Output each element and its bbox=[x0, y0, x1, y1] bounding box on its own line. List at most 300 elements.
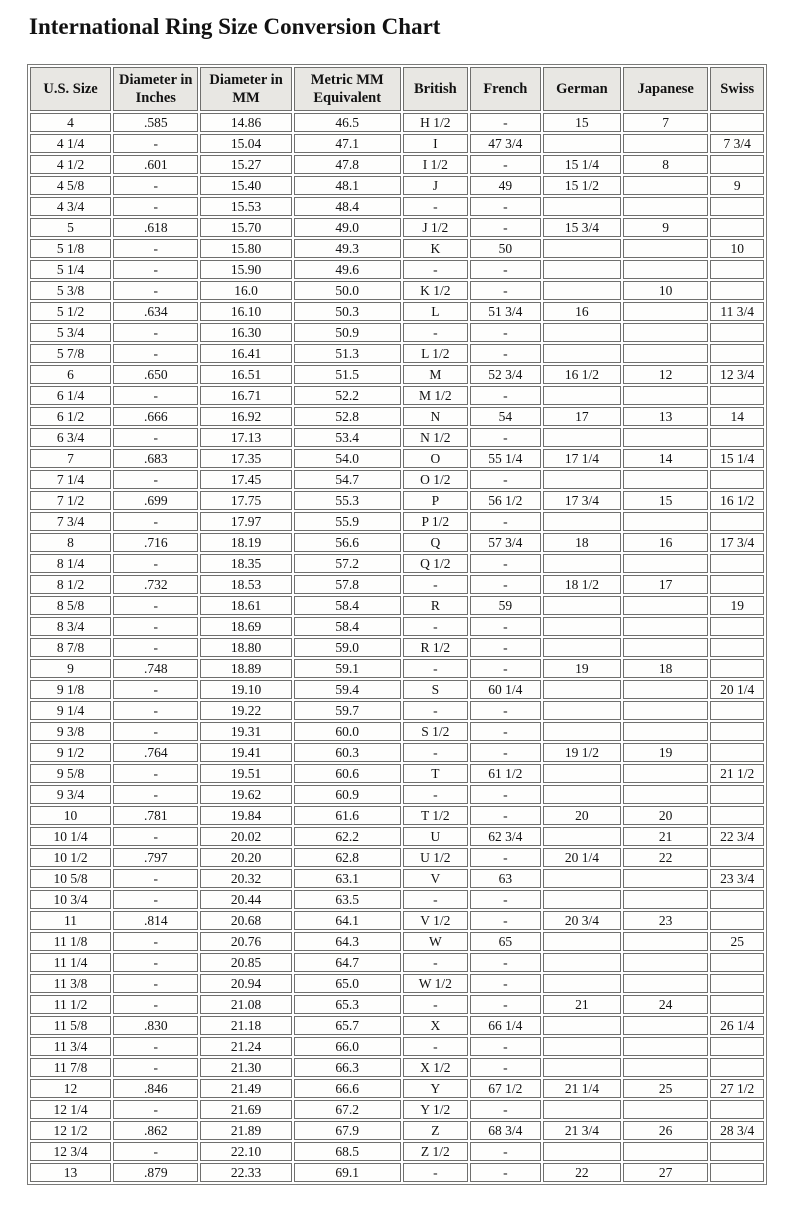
cell: 52.8 bbox=[294, 407, 401, 426]
table-row bbox=[30, 596, 764, 615]
table-row bbox=[30, 176, 764, 195]
cell: - bbox=[113, 827, 198, 846]
cell: 66.3 bbox=[294, 1058, 401, 1077]
cell: 63 bbox=[470, 869, 541, 888]
cell: 7 bbox=[30, 449, 111, 468]
cell: 67.2 bbox=[294, 1100, 401, 1119]
cell bbox=[543, 1058, 621, 1077]
cell: 64.1 bbox=[294, 911, 401, 930]
cell bbox=[623, 344, 708, 363]
cell: 19 bbox=[543, 659, 621, 678]
column-header: Diameter in Inches bbox=[113, 67, 198, 111]
ring-size-conversion-table bbox=[27, 64, 767, 1185]
cell bbox=[710, 743, 764, 762]
cell: .862 bbox=[113, 1121, 198, 1140]
cell: 15 3/4 bbox=[543, 218, 621, 237]
table-row bbox=[30, 260, 764, 279]
cell bbox=[623, 701, 708, 720]
cell: 21 bbox=[623, 827, 708, 846]
table-row bbox=[30, 134, 764, 153]
cell: .618 bbox=[113, 218, 198, 237]
cell: 20.20 bbox=[200, 848, 291, 867]
cell: 59.0 bbox=[294, 638, 401, 657]
cell: 15 bbox=[623, 491, 708, 510]
cell: 8 5/8 bbox=[30, 596, 111, 615]
cell bbox=[710, 1058, 764, 1077]
cell: - bbox=[113, 617, 198, 636]
cell bbox=[623, 617, 708, 636]
cell: .634 bbox=[113, 302, 198, 321]
cell: 50.0 bbox=[294, 281, 401, 300]
cell bbox=[543, 386, 621, 405]
cell: 60 1/4 bbox=[470, 680, 541, 699]
cell: 8 bbox=[623, 155, 708, 174]
cell: W bbox=[403, 932, 468, 951]
cell: 60.6 bbox=[294, 764, 401, 783]
cell: X 1/2 bbox=[403, 1058, 468, 1077]
cell: 6 3/4 bbox=[30, 428, 111, 447]
cell: 14.86 bbox=[200, 113, 291, 132]
cell bbox=[543, 134, 621, 153]
cell bbox=[710, 806, 764, 825]
cell: .732 bbox=[113, 575, 198, 594]
cell: 18.19 bbox=[200, 533, 291, 552]
cell bbox=[543, 680, 621, 699]
cell: 51.3 bbox=[294, 344, 401, 363]
cell: V bbox=[403, 869, 468, 888]
cell bbox=[543, 953, 621, 972]
cell bbox=[623, 260, 708, 279]
cell bbox=[543, 638, 621, 657]
cell: L 1/2 bbox=[403, 344, 468, 363]
cell: 20.76 bbox=[200, 932, 291, 951]
cell: 11 bbox=[30, 911, 111, 930]
cell: 17.35 bbox=[200, 449, 291, 468]
cell: - bbox=[113, 1142, 198, 1161]
cell bbox=[543, 974, 621, 993]
cell: .601 bbox=[113, 155, 198, 174]
cell: .764 bbox=[113, 743, 198, 762]
cell bbox=[623, 890, 708, 909]
cell bbox=[623, 974, 708, 993]
cell: - bbox=[470, 1163, 541, 1182]
cell: 7 3/4 bbox=[710, 134, 764, 153]
cell: - bbox=[470, 806, 541, 825]
cell: 4 1/4 bbox=[30, 134, 111, 153]
cell: - bbox=[470, 890, 541, 909]
cell: 47.1 bbox=[294, 134, 401, 153]
cell: - bbox=[403, 323, 468, 342]
cell: 5 1/8 bbox=[30, 239, 111, 258]
cell bbox=[710, 197, 764, 216]
cell: K 1/2 bbox=[403, 281, 468, 300]
cell: - bbox=[113, 176, 198, 195]
cell: - bbox=[470, 701, 541, 720]
cell: .666 bbox=[113, 407, 198, 426]
cell: 19.62 bbox=[200, 785, 291, 804]
cell: - bbox=[403, 995, 468, 1014]
cell: .683 bbox=[113, 449, 198, 468]
cell: 50.3 bbox=[294, 302, 401, 321]
cell: .650 bbox=[113, 365, 198, 384]
cell: 63.1 bbox=[294, 869, 401, 888]
cell: 10 bbox=[710, 239, 764, 258]
table-row bbox=[30, 470, 764, 489]
cell bbox=[710, 953, 764, 972]
cell: 19.41 bbox=[200, 743, 291, 762]
column-header: Diameter in MM bbox=[200, 67, 291, 111]
table-row bbox=[30, 575, 764, 594]
cell: 22.33 bbox=[200, 1163, 291, 1182]
cell: - bbox=[470, 344, 541, 363]
cell: - bbox=[470, 722, 541, 741]
cell: 12 1/4 bbox=[30, 1100, 111, 1119]
cell: 15.27 bbox=[200, 155, 291, 174]
cell: - bbox=[113, 974, 198, 993]
cell: - bbox=[470, 260, 541, 279]
cell: 21 1/2 bbox=[710, 764, 764, 783]
cell: 21 1/4 bbox=[543, 1079, 621, 1098]
cell bbox=[710, 428, 764, 447]
cell: 15.40 bbox=[200, 176, 291, 195]
cell: - bbox=[113, 764, 198, 783]
cell: 9 bbox=[710, 176, 764, 195]
cell: 7 1/2 bbox=[30, 491, 111, 510]
cell bbox=[543, 512, 621, 531]
cell: 18 1/2 bbox=[543, 575, 621, 594]
table-row bbox=[30, 785, 764, 804]
cell: I bbox=[403, 134, 468, 153]
cell: 5 1/2 bbox=[30, 302, 111, 321]
cell: - bbox=[470, 323, 541, 342]
cell: - bbox=[113, 344, 198, 363]
column-header: German bbox=[543, 67, 621, 111]
cell bbox=[623, 1016, 708, 1035]
cell: 49.6 bbox=[294, 260, 401, 279]
cell: 18.53 bbox=[200, 575, 291, 594]
cell bbox=[623, 785, 708, 804]
cell: 21.89 bbox=[200, 1121, 291, 1140]
cell: 11 3/8 bbox=[30, 974, 111, 993]
cell bbox=[623, 1100, 708, 1119]
cell: 21.24 bbox=[200, 1037, 291, 1056]
cell: 62.8 bbox=[294, 848, 401, 867]
cell: - bbox=[470, 974, 541, 993]
cell: - bbox=[403, 785, 468, 804]
cell: T bbox=[403, 764, 468, 783]
cell: 49 bbox=[470, 176, 541, 195]
cell: Q 1/2 bbox=[403, 554, 468, 573]
cell: - bbox=[113, 281, 198, 300]
cell: - bbox=[470, 386, 541, 405]
cell: 21.30 bbox=[200, 1058, 291, 1077]
table-row bbox=[30, 1016, 764, 1035]
cell bbox=[543, 260, 621, 279]
cell: 57.8 bbox=[294, 575, 401, 594]
cell: 11 1/4 bbox=[30, 953, 111, 972]
cell: 20.44 bbox=[200, 890, 291, 909]
cell: 47.8 bbox=[294, 155, 401, 174]
cell: 27 1/2 bbox=[710, 1079, 764, 1098]
cell: - bbox=[113, 1100, 198, 1119]
cell: - bbox=[113, 680, 198, 699]
cell: T 1/2 bbox=[403, 806, 468, 825]
cell: .781 bbox=[113, 806, 198, 825]
cell: 13 bbox=[30, 1163, 111, 1182]
cell bbox=[543, 344, 621, 363]
cell: - bbox=[470, 554, 541, 573]
cell: .879 bbox=[113, 1163, 198, 1182]
table-row bbox=[30, 323, 764, 342]
cell bbox=[543, 764, 621, 783]
cell: - bbox=[470, 218, 541, 237]
cell: - bbox=[113, 134, 198, 153]
cell: - bbox=[470, 638, 541, 657]
cell: - bbox=[470, 197, 541, 216]
cell: 23 bbox=[623, 911, 708, 930]
cell bbox=[710, 848, 764, 867]
cell: 18 bbox=[543, 533, 621, 552]
cell: 67 1/2 bbox=[470, 1079, 541, 1098]
cell: 17.75 bbox=[200, 491, 291, 510]
cell bbox=[710, 911, 764, 930]
cell: 51.5 bbox=[294, 365, 401, 384]
cell: 61 1/2 bbox=[470, 764, 541, 783]
cell: 15 bbox=[543, 113, 621, 132]
cell bbox=[710, 386, 764, 405]
table-row bbox=[30, 638, 764, 657]
cell: 20 1/4 bbox=[710, 680, 764, 699]
table-row bbox=[30, 806, 764, 825]
cell: 22 bbox=[543, 1163, 621, 1182]
cell: 11 1/8 bbox=[30, 932, 111, 951]
cell: 17.13 bbox=[200, 428, 291, 447]
cell: 46.5 bbox=[294, 113, 401, 132]
table-row bbox=[30, 680, 764, 699]
table-row bbox=[30, 239, 764, 258]
cell: 18.69 bbox=[200, 617, 291, 636]
cell: - bbox=[113, 554, 198, 573]
table-row bbox=[30, 1142, 764, 1161]
cell: 22 3/4 bbox=[710, 827, 764, 846]
cell: 65 bbox=[470, 932, 541, 951]
cell: 60.3 bbox=[294, 743, 401, 762]
cell: - bbox=[470, 470, 541, 489]
cell bbox=[710, 575, 764, 594]
table-row bbox=[30, 827, 764, 846]
cell: 9 1/4 bbox=[30, 701, 111, 720]
cell: 10 bbox=[623, 281, 708, 300]
cell: 4 1/2 bbox=[30, 155, 111, 174]
cell: 4 5/8 bbox=[30, 176, 111, 195]
table-header-row bbox=[30, 67, 764, 111]
cell: H 1/2 bbox=[403, 113, 468, 132]
cell: 16 bbox=[623, 533, 708, 552]
cell bbox=[710, 1100, 764, 1119]
cell: 52 3/4 bbox=[470, 365, 541, 384]
cell: 22 bbox=[623, 848, 708, 867]
cell: 16.0 bbox=[200, 281, 291, 300]
cell: 56 1/2 bbox=[470, 491, 541, 510]
cell: 62.2 bbox=[294, 827, 401, 846]
cell: 51 3/4 bbox=[470, 302, 541, 321]
cell: - bbox=[113, 239, 198, 258]
cell: 49.0 bbox=[294, 218, 401, 237]
cell bbox=[543, 470, 621, 489]
cell bbox=[543, 932, 621, 951]
table-row bbox=[30, 701, 764, 720]
cell: 14 bbox=[623, 449, 708, 468]
table-row bbox=[30, 1121, 764, 1140]
cell: 20.85 bbox=[200, 953, 291, 972]
cell bbox=[623, 953, 708, 972]
cell: 11 3/4 bbox=[30, 1037, 111, 1056]
cell: - bbox=[470, 1100, 541, 1119]
cell: 11 1/2 bbox=[30, 995, 111, 1014]
cell: - bbox=[470, 113, 541, 132]
table-row bbox=[30, 155, 764, 174]
cell bbox=[543, 323, 621, 342]
cell: 18.80 bbox=[200, 638, 291, 657]
cell: - bbox=[113, 701, 198, 720]
cell bbox=[543, 785, 621, 804]
cell: - bbox=[113, 428, 198, 447]
cell: 9 1/8 bbox=[30, 680, 111, 699]
cell: 12 bbox=[623, 365, 708, 384]
cell: - bbox=[470, 1058, 541, 1077]
cell: 20 1/4 bbox=[543, 848, 621, 867]
cell: 10 bbox=[30, 806, 111, 825]
cell bbox=[543, 596, 621, 615]
table-row bbox=[30, 932, 764, 951]
cell: 5 3/4 bbox=[30, 323, 111, 342]
cell: 54.0 bbox=[294, 449, 401, 468]
table-row bbox=[30, 974, 764, 993]
cell bbox=[543, 827, 621, 846]
cell: - bbox=[113, 197, 198, 216]
cell bbox=[710, 1142, 764, 1161]
table-row bbox=[30, 1163, 764, 1182]
cell: - bbox=[403, 1163, 468, 1182]
cell bbox=[543, 701, 621, 720]
cell: 18.35 bbox=[200, 554, 291, 573]
cell bbox=[543, 428, 621, 447]
cell: - bbox=[403, 197, 468, 216]
cell: 50 bbox=[470, 239, 541, 258]
cell: 65.3 bbox=[294, 995, 401, 1014]
cell: 11 5/8 bbox=[30, 1016, 111, 1035]
cell bbox=[710, 974, 764, 993]
table-row bbox=[30, 1037, 764, 1056]
cell bbox=[623, 176, 708, 195]
cell: 23 3/4 bbox=[710, 869, 764, 888]
cell: 20 bbox=[543, 806, 621, 825]
cell: S 1/2 bbox=[403, 722, 468, 741]
cell: 16.41 bbox=[200, 344, 291, 363]
cell: - bbox=[113, 260, 198, 279]
cell: 16.10 bbox=[200, 302, 291, 321]
cell: 15 1/4 bbox=[543, 155, 621, 174]
cell: 27 bbox=[623, 1163, 708, 1182]
cell: - bbox=[113, 995, 198, 1014]
column-header: U.S. Size bbox=[30, 67, 111, 111]
cell bbox=[710, 1163, 764, 1182]
cell: 19.10 bbox=[200, 680, 291, 699]
cell: - bbox=[113, 512, 198, 531]
cell: 6 bbox=[30, 365, 111, 384]
cell bbox=[623, 1037, 708, 1056]
cell: 7 3/4 bbox=[30, 512, 111, 531]
cell: - bbox=[403, 701, 468, 720]
cell: 9 3/4 bbox=[30, 785, 111, 804]
cell: 15.53 bbox=[200, 197, 291, 216]
table-row bbox=[30, 722, 764, 741]
cell: - bbox=[470, 428, 541, 447]
cell: L bbox=[403, 302, 468, 321]
cell: 19 1/2 bbox=[543, 743, 621, 762]
cell: 56.6 bbox=[294, 533, 401, 552]
cell bbox=[623, 239, 708, 258]
cell: - bbox=[470, 617, 541, 636]
cell bbox=[543, 239, 621, 258]
cell: 4 bbox=[30, 113, 111, 132]
cell: X bbox=[403, 1016, 468, 1035]
cell bbox=[623, 722, 708, 741]
cell bbox=[623, 428, 708, 447]
cell: W 1/2 bbox=[403, 974, 468, 993]
cell bbox=[623, 323, 708, 342]
cell: - bbox=[403, 953, 468, 972]
cell: 4 3/4 bbox=[30, 197, 111, 216]
cell: J 1/2 bbox=[403, 218, 468, 237]
cell: 54 bbox=[470, 407, 541, 426]
cell: 69.1 bbox=[294, 1163, 401, 1182]
cell: 17 3/4 bbox=[710, 533, 764, 552]
cell: 16 1/2 bbox=[710, 491, 764, 510]
cell bbox=[623, 470, 708, 489]
cell: 18 bbox=[623, 659, 708, 678]
cell: - bbox=[113, 596, 198, 615]
cell: .748 bbox=[113, 659, 198, 678]
cell: .846 bbox=[113, 1079, 198, 1098]
cell: 66 1/4 bbox=[470, 1016, 541, 1035]
cell: 61.6 bbox=[294, 806, 401, 825]
cell: 55.3 bbox=[294, 491, 401, 510]
cell: M 1/2 bbox=[403, 386, 468, 405]
cell: 60.0 bbox=[294, 722, 401, 741]
cell: - bbox=[113, 386, 198, 405]
cell bbox=[543, 554, 621, 573]
cell: 65.7 bbox=[294, 1016, 401, 1035]
cell: 15.70 bbox=[200, 218, 291, 237]
table-row bbox=[30, 764, 764, 783]
cell bbox=[623, 197, 708, 216]
cell: 16 bbox=[543, 302, 621, 321]
cell: - bbox=[470, 911, 541, 930]
cell: Y 1/2 bbox=[403, 1100, 468, 1119]
column-header: Metric MM Equivalent bbox=[294, 67, 401, 111]
cell bbox=[623, 1142, 708, 1161]
cell: 15.80 bbox=[200, 239, 291, 258]
cell bbox=[710, 323, 764, 342]
cell: M bbox=[403, 365, 468, 384]
cell: R 1/2 bbox=[403, 638, 468, 657]
cell: 68 3/4 bbox=[470, 1121, 541, 1140]
cell bbox=[710, 995, 764, 1014]
cell bbox=[543, 722, 621, 741]
cell: - bbox=[470, 1037, 541, 1056]
cell: .716 bbox=[113, 533, 198, 552]
